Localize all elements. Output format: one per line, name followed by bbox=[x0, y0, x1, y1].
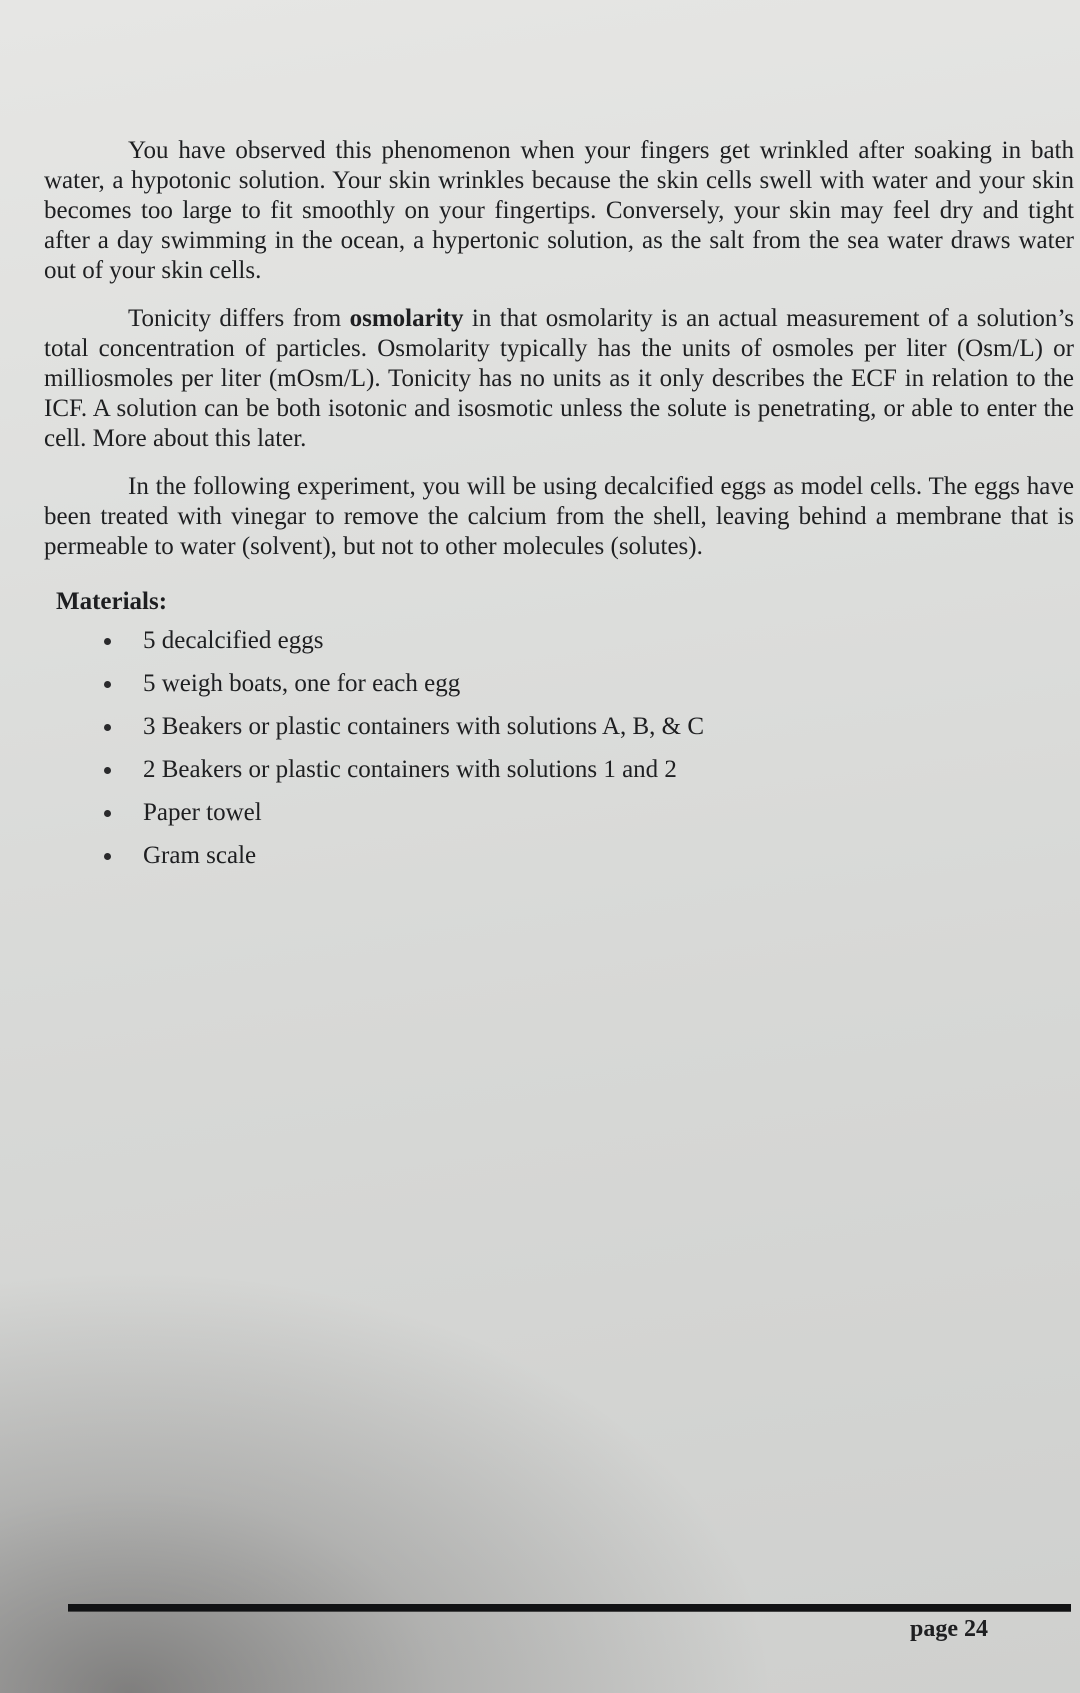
list-item bbox=[104, 841, 1080, 871]
list-item-label: 5 weigh boats, one for each egg bbox=[143, 670, 461, 697]
bullet-icon bbox=[104, 853, 111, 860]
page-number: page 24 bbox=[910, 1616, 988, 1642]
materials-heading: Materials: bbox=[56, 588, 168, 615]
paragraph-tonicity-text-end: in that osmolarity is an actual measurement of a solution’s total concentration of particles. Osmolarity typically has the units of osmoles per liter (Osm/L) or milliosmoles per liter (mOsm/L). Tonicity has no units as it only describes the ECF in relation to the ICF. A solution can be both isotonic and isosmotic unless the solute is penetrating, or able to enter the cell. More about this later. bbox=[44, 305, 1074, 452]
bullet-icon bbox=[104, 681, 111, 688]
list-item-label: 3 Beakers or plastic containers with solutions A, B, & C bbox=[143, 713, 705, 740]
list-item-label: Paper towel bbox=[143, 799, 262, 826]
document-body bbox=[44, 136, 1080, 884]
list-item-label: Gram scale bbox=[143, 842, 257, 869]
list-item-label: 5 decalcified eggs bbox=[143, 627, 324, 654]
paragraph-experiment-intro: In the following experiment, you will be using decalcified eggs as model cells. The eggs have been treated with vinegar to remove the calcium from the shell, leaving behind a membrane that is permeable to water (solvent), but not to other molecules (solutes). bbox=[44, 473, 1074, 560]
list-item-label: 2 Beakers or plastic containers with solutions 1 and 2 bbox=[143, 756, 677, 783]
paragraph-tonicity-osmolarity bbox=[44, 304, 1080, 454]
list-item bbox=[104, 626, 1080, 656]
list-item bbox=[104, 669, 1080, 699]
list-item bbox=[104, 712, 1080, 742]
list-item bbox=[104, 755, 1080, 785]
term-osmolarity: osmolarity bbox=[349, 305, 464, 332]
list-item bbox=[104, 798, 1080, 828]
footer-rule bbox=[68, 1604, 1071, 1612]
bullet-icon bbox=[104, 638, 111, 645]
bullet-icon bbox=[104, 724, 111, 731]
bullet-icon bbox=[104, 810, 111, 817]
paragraph-tonicity-text-start: Tonicity differs from bbox=[128, 305, 350, 332]
materials-list bbox=[44, 626, 1080, 871]
paragraph-wrinkled-fingers: You have observed this phenomenon when your fingers get wrinkled after soaking in bath water, a hypotonic solution. Your skin wrinkles because the skin cells swell with water and your skin becomes too large to fit smoothly on your fingertips. Conversely, your skin may feel dry and tight after a day swimming in the ocean, a hypertonic solution, as the salt from the sea water draws water out of your skin cells. bbox=[44, 137, 1074, 284]
hand-shadow bbox=[0, 1213, 860, 1693]
bullet-icon bbox=[104, 767, 111, 774]
